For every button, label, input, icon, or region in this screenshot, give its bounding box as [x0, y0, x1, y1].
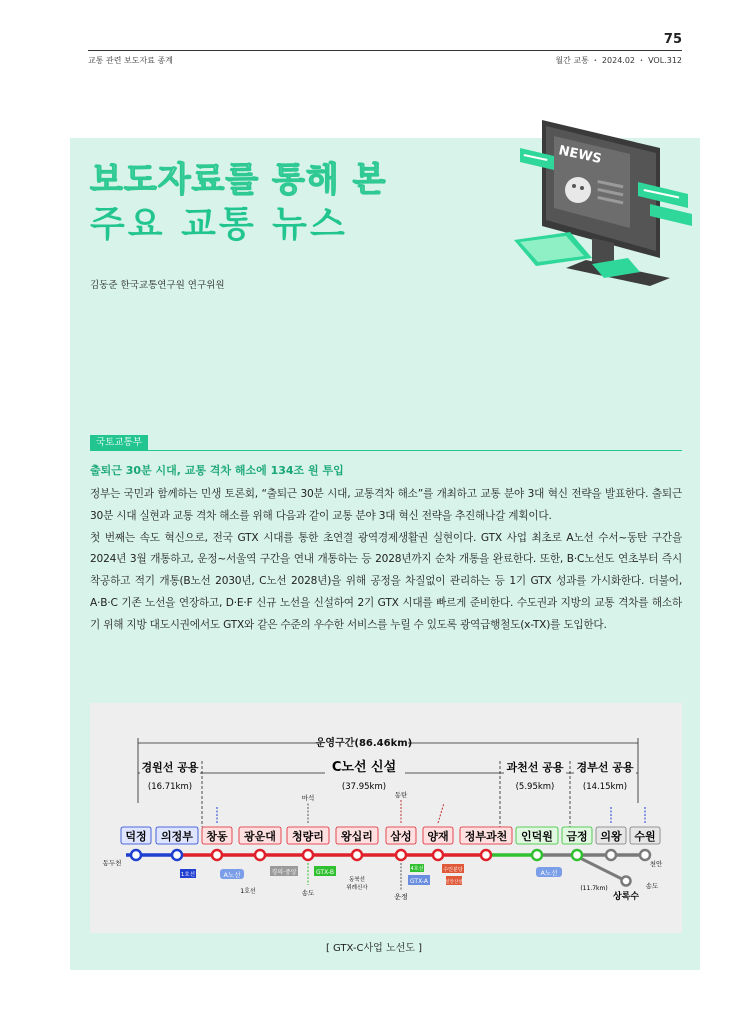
label-maseok: 마석: [301, 794, 315, 802]
tag-gtx-b: GTX-B: [316, 869, 334, 876]
section-subhead: 출퇴근 30분 시대, 교통 격차 해소에 134조 원 투입: [90, 464, 344, 477]
label-songdo-branch: 송도: [645, 882, 659, 890]
segment-1-name: 경원선 공용: [141, 761, 199, 774]
station-청량리: 청량리: [292, 830, 324, 843]
tag-line4: 4호선: [410, 866, 424, 872]
segment-1-length: (16.71km): [147, 782, 193, 792]
header-right: 월간 교통 ・ 2024.02 ・ VOL.312: [555, 56, 682, 65]
station-광운대: 광운대: [244, 830, 276, 843]
label-songdo: 송도: [301, 889, 315, 897]
tag-a-line-2: A노선: [540, 869, 558, 877]
label-sangnoksu: 상록수: [612, 892, 640, 902]
route-map: [90, 703, 682, 933]
tag-jungang: 경의·중앙: [271, 869, 297, 876]
total-span-label: 운영구간(86.46km): [315, 738, 413, 749]
segment-2-length: (37.95km): [341, 782, 387, 792]
tag-dongbuk: 동북선: [349, 877, 365, 883]
station-왕십리: 왕십리: [341, 830, 373, 843]
station-금정: 금정: [566, 830, 588, 843]
station-의정부: 의정부: [161, 830, 193, 843]
station-삼성: 삼성: [390, 830, 412, 843]
header-left: 교통 관련 보도자료 종계: [88, 56, 173, 65]
section-header: [90, 435, 682, 451]
tag-gtx-a: GTX-A: [409, 878, 429, 885]
segment-4-length: (14.15km): [582, 782, 628, 792]
section-tag: 국토교통부: [90, 435, 148, 451]
segment-4-name: 경부선 공용: [576, 761, 634, 774]
tag-suinbundang: 수인분당: [443, 867, 463, 873]
tag-sinansan: 신안산선: [445, 880, 463, 885]
tag-a-line: A노선: [223, 871, 241, 879]
page-number: 75: [663, 32, 682, 47]
station-label-group: [121, 827, 660, 844]
label-dongducheon: 동두천: [102, 859, 122, 867]
label-dongtan: 동탄: [394, 791, 408, 799]
label-length-tag: (11.7km): [580, 885, 608, 892]
transfer-arrows: [217, 799, 645, 891]
station-정부과천: 정부과천: [464, 830, 508, 843]
map-caption: [ GTX-C사업 노선도 ]: [325, 943, 423, 954]
segment-2-name: C노선 신설: [331, 760, 397, 775]
station-양재: 양재: [427, 830, 449, 843]
segment-3-name: 과천선 공용: [506, 761, 564, 774]
label-cheonan: 천안: [649, 860, 663, 868]
route-map-svg: [90, 703, 682, 933]
news-monitor-illustration: [510, 108, 700, 298]
station-수원: 수원: [634, 830, 656, 843]
author: 김동준 한국교통연구원 연구위원: [90, 280, 225, 291]
tag-line1: 1호선: [180, 872, 196, 878]
station-인덕원: 인덕원: [521, 830, 553, 843]
tag-tram: 위례신사: [346, 885, 368, 891]
title-line2: 주요 교통 뉴스: [90, 204, 348, 245]
news-label-icon: NEWS: [557, 143, 603, 167]
header-rule: [88, 50, 682, 51]
label-unjeong: 운정: [394, 893, 408, 901]
tag-line1b: 1호선: [240, 888, 256, 895]
station-의왕: 의왕: [600, 830, 622, 843]
segment-3-length: (5.95km): [515, 782, 555, 792]
station-창동: 창동: [206, 830, 228, 843]
paragraph-2: 첫 번째는 속도 혁신으로, 전국 GTX 시대를 통한 초연결 광역경제생활권 실현이다. GTX 사업 최초로 A노선 수서~동탄 구간을 2024년 3월 개통하고, 운정~서울역 구간을 연내 개통하는 등 2028년까지 순차 개통을 완료한다. 또한, B·C노선도 연초부터 즉시 착공하고 적기 개통(B노선 2030년, C노선 2028년)을 위해 공정을 차질없이 관리하는 등 1기 GTX 성과를 가시화한다. 더불어, A·B·C 기존 노선을 연장하고, D·E·F 신규 노선을 신설하여 2기 GTX 시대를 빠르게 준비한다. 수도권과 지방의 교통 격차를 해소하기 위해 지방 대도시권에서도 GTX와 같은 수준의 우수한 서비스를 누릴 수 있도록 광역급행철도(x-TX)를 도입한다.: [90, 531, 682, 631]
paragraph-1: 정부는 국민과 함께하는 민생 토론회, “출퇴근 30분 시대, 교통격차 해소”를 개최하고 교통 분야 3대 혁신 전략을 발표한다. 출퇴근 30분 시대 실현과 교통 격차 해소를 위해 다음과 같이 교통 분야 3대 혁신 전략을 추진해나갈 계획이다.: [90, 488, 682, 522]
body-text: [90, 484, 682, 637]
title-line1: 보도자료를 통해 본: [90, 160, 387, 200]
station-덕정: 덕정: [125, 830, 147, 843]
